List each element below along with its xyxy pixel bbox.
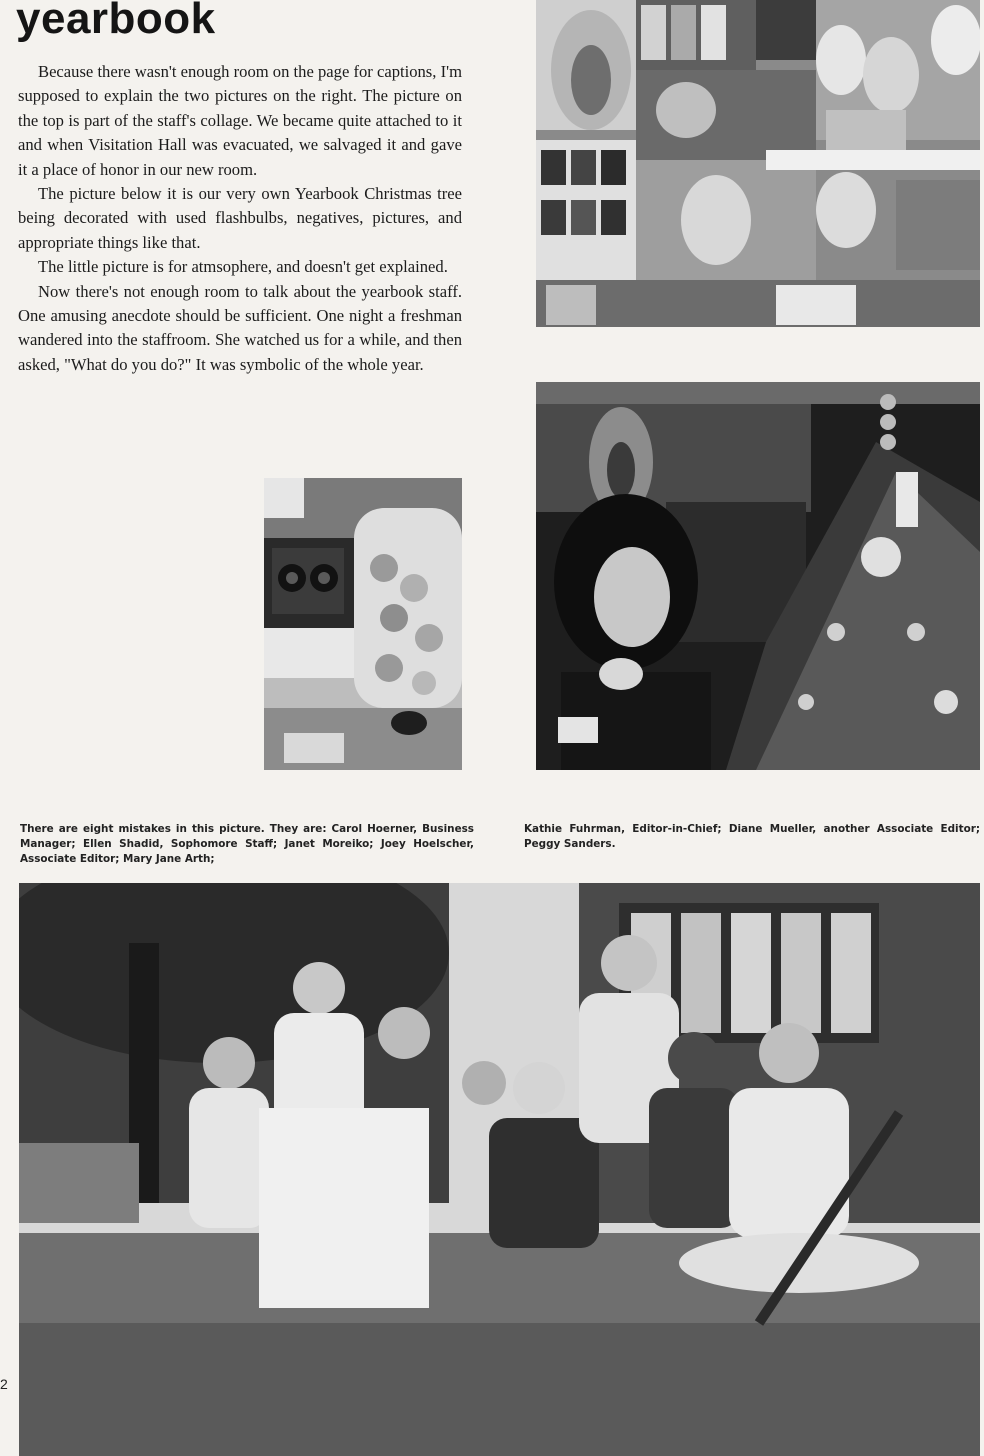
paragraph-3: The little picture is for atmsophere, and doesn't get explained. bbox=[38, 257, 448, 277]
page-heading: yearbook bbox=[16, 0, 216, 43]
atmosphere-photo bbox=[264, 478, 462, 770]
christmas-tree-photo bbox=[536, 382, 980, 770]
paragraph-2: The picture below it is our very own Yearbook Christmas tree being decorated with used flashbulbs, negatives, pictures, and appropriate things like that. bbox=[18, 184, 462, 252]
caption-right: Kathie Fuhrman, Editor-in-Chief; Diane Mueller, another Associate Editor; Peggy Sanders. bbox=[524, 823, 980, 850]
collage-photo bbox=[536, 0, 980, 327]
article-body bbox=[18, 60, 462, 377]
staff-group-photo bbox=[19, 883, 980, 1456]
paragraph-4: Now there's not enough room to talk about the yearbook staff. One amusing anecdote should be sufficient. One night a freshman wandered into the staffroom. She watched us for a while, and then asked, "What do you do?" It was symbolic of the whole year. bbox=[18, 281, 462, 374]
paragraph-1: Because there wasn't enough room on the page for captions, I'm supposed to explain the two pictures on the right. The picture on the top is part of the staff's collage. We became quite attached to it and when Visitation Hall was evacuated, we salvaged it and gave it a place of honor in our new room. bbox=[18, 62, 462, 179]
page-number: 2 bbox=[0, 1376, 8, 1392]
caption-left: There are eight mistakes in this picture. They are: Carol Hoerner, Business Manager; Ellen Shadid, Sophomore Staff; Janet Moreiko; Joey Hoelscher, Associate Editor; Mary Jane Arth; bbox=[20, 823, 474, 865]
